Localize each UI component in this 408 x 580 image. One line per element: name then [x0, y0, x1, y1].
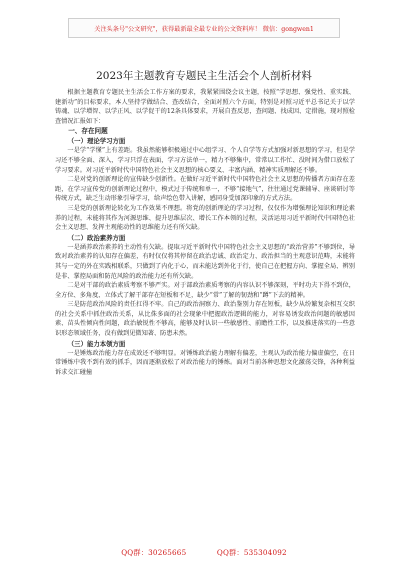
- subsection-heading-politics: （二）政治素养方面: [67, 233, 126, 242]
- paragraph: 一是锤炼政治能力存在成效还不够明显。对锤炼政治能力理解有偏差，主观认为政治能力偏虚偏空，在日常锤炼中我不到有效的抓手，因而逐渐放松了对政治能力的锤炼。面对当前各种思想文化激荡交锋，各种利益诉求交汇碰撞: [55, 349, 355, 376]
- subsection-heading-ability: （三）能力本领方面: [67, 339, 126, 348]
- intro-paragraph: 根据主题教育专题民主生活会工作方案的要求，我紧紧围绕会议主题，按照“学思想、强党性、重实践、建新功”的目标要求，本人坚持学做结合、查改结合，全面对照六个方面，特别是对照习近平总书记关于以学铸魂、以学增智、以学正风、以学促干的12条具体要求，开展自查反思，查问题、找成因、定措施，现对照检查情况汇报如下：: [55, 89, 355, 125]
- document-body: [55, 88, 355, 377]
- paragraph: 三是党的创新理论转化为工作效果不理想。将党的创新理论的学习过程，仅仅作为增强理论知识和理论素养的过程，未能将其作为河源思维、提升思维层次、增长工作本领的过程，灵活运用习近平新时代中国特色社会主义思想、发挥主观能动性的思维能力还有所欠缺。: [55, 204, 355, 232]
- paragraph: 一是涵养政治素养的主动性有欠缺。提取习近平新时代中国特色社会主义思想的“政治营养”不够到位，导致对政治素养的认知存在偏差，有时仅仅将其停留在政治忠诚、政治定力、政治担当的主观意识范畴，未能将其与一定的外在实践相联系，只做到了内化于心，而未能达到外化于行，使自己在把握方向、掌握全局、辨别是非、掌控局面和防范风险的政治能力还有所欠缺。: [55, 243, 355, 280]
- subsection-heading-theory: （一）理论学习方面: [67, 137, 126, 146]
- qq-group-1: QQ群：30265665: [121, 548, 187, 557]
- footer-contact: [0, 548, 408, 558]
- page-title: 2023年主题教育专题民主生活会个人剖析材料: [96, 70, 312, 82]
- paragraph: 二是对党的创新理论的宣传缺少创新性。在做好习近平新时代中国特色社会主义思想的传播者方面存在差距，在学习宣传党的创新理论过程中，模式过于传统和单一，不够“接地气”，往往通过党课辅导、座谈研讨等传统方式，缺乏生动形象引导学习，给声绘色带入讲解，感同身受加深印象的方式方法。: [55, 176, 355, 203]
- paragraph: 三是防范政治风险的责任扛得不牢。自己的政治洞察力、政治鉴别力存在短板，缺少从纷繁复杂相互交织的社会关系中抓住政治关系，从比侏多面的社会现象中把握政治逻辑的能力，对容易诱发政治问题的敏感因素、苗头性倾向性问题，政治敏锐性不够高，能够及时认识一些敏感性、前瞻性工作，以及推进落实的一些意识形态领域任务，没有做到见微知著、防患未然。: [55, 301, 355, 338]
- section-heading: 一、存在问题: [68, 127, 108, 136]
- qq-group-2: QQ群：535304092: [216, 548, 287, 557]
- paragraph: 二是对干部的政治素质考察不够严实。对于部政治素质考察的内容认识不够深刻，平时功夫下得不到位，全方位、多角度、立体式了解干部存在短板和不足，缺少“常”了解的韧劲和“蹲”下去的精神。: [55, 282, 355, 299]
- promo-banner: 关注头条号"公文研究"，获得最新最全最专业的公文资料库！ 微信：gongwen1: [68, 18, 340, 38]
- paragraph: 一是学“学懂”上有差距。我虽然能够积极通过中心组学习、个人自学等方式加强对新思想的学习，但是学习还不够全面、深入，学习只浮在表面，学习方法单一，精力不够集中，常常以工作忙、没时间为借口放松了学习要求。对习近平新时代中国特色社会主义思想的核心要义、丰富内涵、精神实质理解还不够。: [55, 147, 355, 174]
